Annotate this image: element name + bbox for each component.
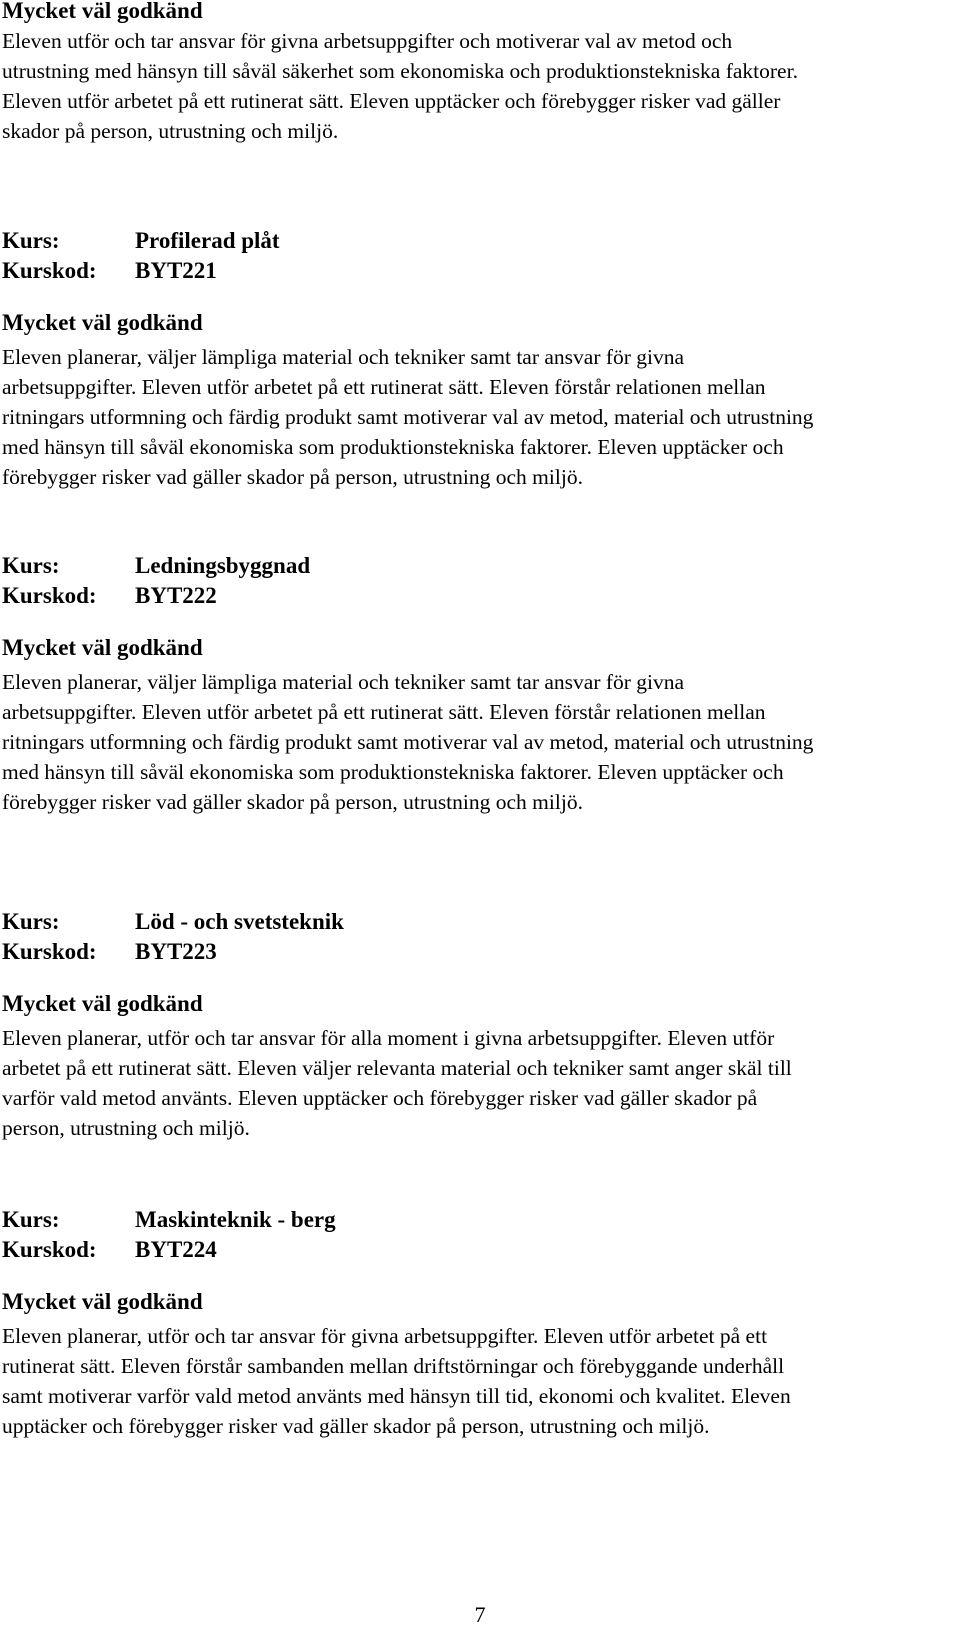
description-line: med hänsyn till såväl ekonomiska som produktionstekniska faktorer. Eleven upptäcker och [2,760,784,784]
course-name: Profilerad plåt [135,228,280,253]
course-label: Kurs: [2,1207,60,1232]
course-code-label: Kurskod: [2,939,97,964]
grade-description [2,667,952,817]
course-label: Kurs: [2,228,60,253]
course-code: BYT223 [135,939,217,964]
description-line: förebygger risker vad gäller skador på person, utrustning och miljö. [2,790,583,814]
course-code: BYT224 [135,1237,217,1262]
course-section [2,226,952,492]
description-line: Eleven utför och tar ansvar för givna arbetsuppgifter och motiverar val av metod och [2,29,733,53]
description-line: förebygger risker vad gäller skador på person, utrustning och miljö. [2,465,583,489]
course-name-row [2,907,952,937]
description-line: ritningars utformning och färdig produkt samt motiverar val av metod, material och utrustning [2,730,814,754]
grade-heading: Mycket väl godkänd [2,0,203,23]
grade-description [2,1023,952,1143]
course-name: Löd - och svetsteknik [135,909,344,934]
page-number: 7 [474,1602,486,1627]
course-code: BYT222 [135,583,217,608]
description-line: Eleven utför arbetet på ett rutinerat sätt. Eleven upptäcker och förebygger risker vad gäller [2,89,781,113]
course-label: Kurs: [2,553,60,578]
course-code-row [2,256,952,286]
description-line: upptäcker och förebygger risker vad gäller skador på person, utrustning och miljö. [2,1414,710,1438]
course-section [2,1205,952,1441]
intro-section [2,0,952,146]
grade-heading: Mycket väl godkänd [2,991,203,1016]
course-section [2,907,952,1143]
description-line: ritningars utformning och färdig produkt samt motiverar val av metod, material och utrustning [2,405,814,429]
description-line: Eleven planerar, utför och tar ansvar för alla moment i givna arbetsuppgifter. Eleven utför [2,1026,775,1050]
description-line: med hänsyn till såväl ekonomiska som produktionstekniska faktorer. Eleven upptäcker och [2,435,784,459]
course-code-row [2,1235,952,1265]
description-line: samt motiverar varför vald metod använts med hänsyn till tid, ekonomi och kvalitet. Eleven [2,1384,791,1408]
course-code-label: Kurskod: [2,583,97,608]
description-line: rutinerat sätt. Eleven förstår sambanden mellan driftstörningar och förebyggande underhåll [2,1354,785,1378]
course-name: Maskinteknik - berg [135,1207,336,1232]
course-code: BYT221 [135,258,217,283]
description-line: Eleven planerar, utför och tar ansvar för givna arbetsuppgifter. Eleven utför arbetet på ett [2,1324,768,1348]
grade-heading: Mycket väl godkänd [2,1289,203,1314]
description-line: arbetet på ett rutinerat sätt. Eleven väljer relevanta material och tekniker samt anger skäl till [2,1056,792,1080]
description-line: arbetsuppgifter. Eleven utför arbetet på ett rutinerat sätt. Eleven förstår relationen mellan [2,375,766,399]
course-code-row [2,581,952,611]
grade-description [2,342,952,492]
description-line: Eleven planerar, väljer lämpliga material och tekniker samt tar ansvar för givna [2,345,685,369]
description-line: arbetsuppgifter. Eleven utför arbetet på ett rutinerat sätt. Eleven förstår relationen mellan [2,700,766,724]
description-line: varför vald metod använts. Eleven upptäcker och förebygger risker vad gäller skador på [2,1086,758,1110]
grade-heading: Mycket väl godkänd [2,635,203,660]
course-code-row [2,937,952,967]
description-line: skador på person, utrustning och miljö. [2,119,339,143]
grade-heading: Mycket väl godkänd [2,310,203,335]
course-name-row [2,1205,952,1235]
description-line: utrustning med hänsyn till såväl säkerhet som ekonomiska och produktionstekniska faktorer. [2,59,798,83]
course-section [2,551,952,817]
course-code-label: Kurskod: [2,1237,97,1262]
description-line: Eleven planerar, väljer lämpliga material och tekniker samt tar ansvar för givna [2,670,685,694]
grade-description [2,1321,952,1441]
course-label: Kurs: [2,909,60,934]
course-code-label: Kurskod: [2,258,97,283]
course-name-row [2,551,952,581]
grade-description [2,26,952,146]
description-line: person, utrustning och miljö. [2,1116,250,1140]
course-name-row [2,226,952,256]
course-name: Ledningsbyggnad [135,553,311,578]
